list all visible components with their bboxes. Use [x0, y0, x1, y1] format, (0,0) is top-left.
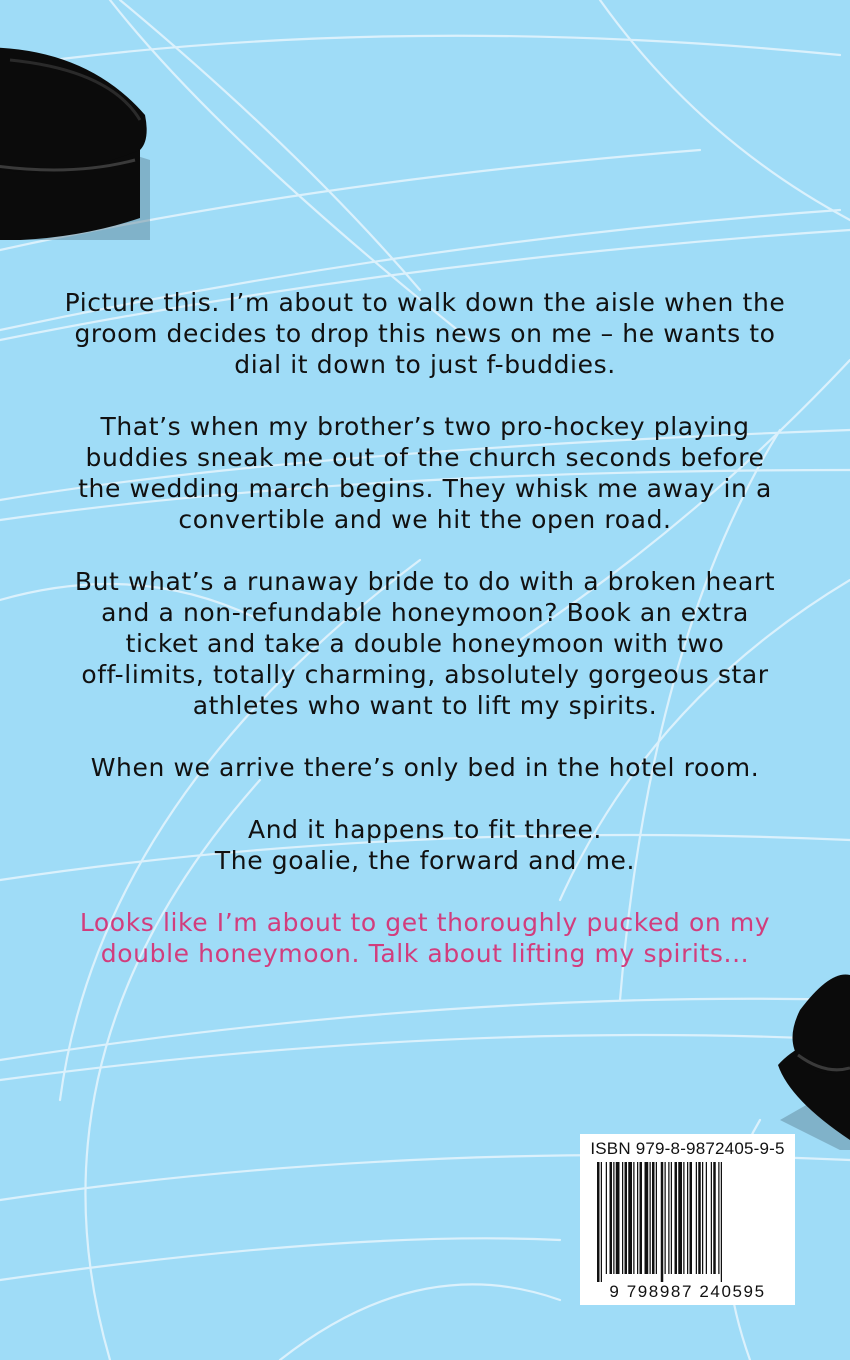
barcode-bar	[664, 1162, 665, 1274]
tagline-line: Looks like I’m about to get thoroughly pucked on my	[79, 908, 771, 937]
tagline-line: double honeymoon. Talk about lifting my spirits...	[100, 939, 750, 968]
isbn-label: ISBN 979-8-9872405-9-5	[590, 1139, 785, 1158]
barcode-bar	[718, 1162, 719, 1274]
blurb-line: the wedding march begins. They whisk me away in a	[78, 474, 772, 503]
blurb-paragraph-1	[40, 287, 810, 380]
barcode-bar	[678, 1162, 682, 1274]
back-cover-blurb	[40, 287, 810, 1000]
barcode-bar	[710, 1162, 711, 1274]
blurb-line: That’s when my brother’s two pro-hockey playing	[100, 412, 750, 441]
barcode-bar	[633, 1162, 634, 1274]
barcode-bar	[720, 1162, 721, 1282]
barcode-bar	[644, 1162, 648, 1274]
blurb-line: and a non-refundable honeymoon? Book an extra	[101, 598, 749, 627]
barcode-bar	[624, 1162, 627, 1274]
barcode-bar	[615, 1162, 619, 1274]
blurb-paragraph-3	[40, 566, 810, 721]
barcode-bar	[713, 1162, 716, 1274]
barcode-bar	[695, 1162, 696, 1274]
barcode-bar	[674, 1162, 677, 1274]
blurb-line: dial it down to just f-buddies.	[234, 350, 616, 379]
blurb-line: ticket and take a double honeymoon with two	[125, 629, 725, 658]
barcode-bar	[622, 1162, 623, 1274]
barcode-bar	[613, 1162, 614, 1274]
blurb-paragraph-5	[40, 814, 810, 876]
blurb-line: groom decides to drop this news on me – he wants to	[74, 319, 776, 348]
barcode-bar	[670, 1162, 671, 1274]
blurb-line: And it happens to fit three.	[248, 815, 602, 844]
barcode-bar	[628, 1162, 632, 1274]
blurb-line: The goalie, the forward and me.	[214, 846, 636, 875]
barcode-bar	[597, 1162, 600, 1282]
barcode-bar	[639, 1162, 642, 1274]
barcode-bar	[698, 1162, 701, 1274]
barcode-bar	[605, 1162, 606, 1274]
barcode-bar	[687, 1162, 688, 1274]
barcode-bar	[637, 1162, 638, 1274]
barcode-bar	[652, 1162, 655, 1274]
blurb-line: convertible and we hit the open road.	[178, 505, 672, 534]
barcode-bar	[683, 1162, 684, 1274]
blurb-line: buddies sneak me out of the church seconds before	[85, 443, 765, 472]
barcode-bars	[593, 1162, 783, 1282]
barcode-digits: 9 798987 240595	[609, 1282, 766, 1301]
barcode-bar	[655, 1162, 656, 1274]
barcode-bar	[702, 1162, 703, 1274]
barcode-bar	[600, 1162, 601, 1282]
barcode-bar	[609, 1162, 612, 1274]
blurb-line: When we arrive there’s only bed in the hotel room.	[90, 753, 760, 782]
blurb-paragraph-2	[40, 411, 810, 535]
blurb-line: But what’s a runaway bride to do with a broken heart	[74, 567, 776, 596]
blurb-paragraph-4	[40, 752, 810, 783]
blurb-tagline	[40, 907, 810, 969]
barcode-bar	[705, 1162, 706, 1274]
blurb-line: athletes who want to lift my spirits.	[192, 691, 658, 720]
barcode-bar	[660, 1162, 663, 1282]
barcode-bar	[689, 1162, 692, 1274]
blurb-line: Picture this. I’m about to walk down the aisle when the	[64, 288, 786, 317]
blurb-line: off-limits, totally charming, absolutely gorgeous star	[81, 660, 769, 689]
barcode-bar	[668, 1162, 669, 1274]
barcode-bar	[649, 1162, 650, 1274]
isbn-barcode	[580, 1134, 795, 1305]
hockey-puck-icon	[0, 40, 160, 240]
